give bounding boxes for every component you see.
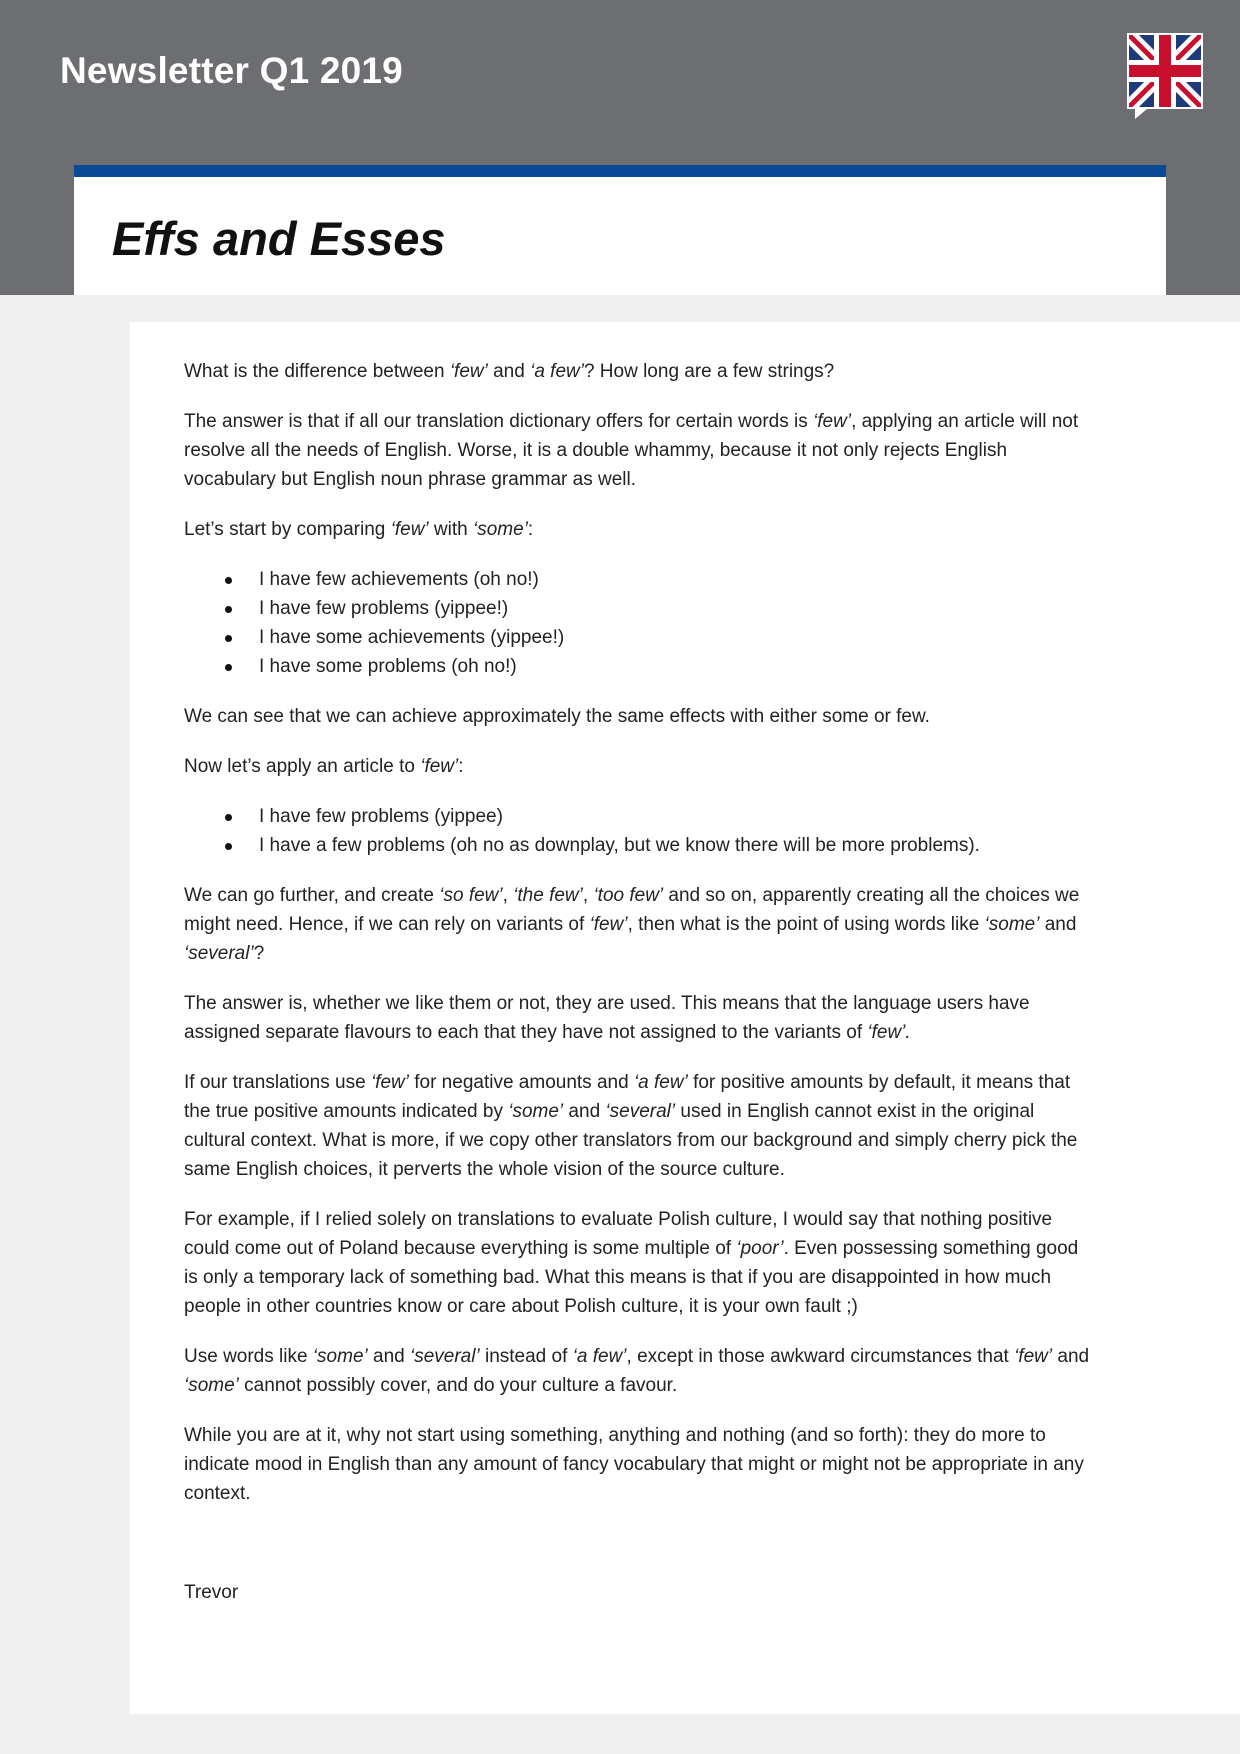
list-item: I have few achievements (oh no!) <box>259 565 1090 594</box>
article-title: Effs and Esses <box>112 212 446 265</box>
list-item: I have a few problems (oh no as downplay, but we know there will be more problems). <box>259 831 1090 860</box>
list-item: I have some problems (oh no!) <box>259 652 1090 681</box>
title-card <box>74 165 1166 295</box>
paragraph: While you are at it, why not start using something, anything and nothing (and so forth): they do more to indicate mood in English than any amount of fancy vocabulary that might or might not be appropriate in any context. <box>184 1425 1084 1504</box>
example-list <box>184 565 1090 681</box>
paragraph: We can go further, and create ‘so few’, ‘the few’, ‘too few’ and so on, apparently creating all the choices we might need. Hence, if we can rely on variants of ‘few’, then what is the point of using words like ‘some’ and ‘several’? <box>184 885 1080 964</box>
paragraph: We can see that we can achieve approximately the same effects with either some or few. <box>184 706 930 727</box>
article-body <box>130 322 1240 1714</box>
example-list <box>184 802 1090 860</box>
list-item: I have few problems (yippee) <box>259 802 1090 831</box>
paragraph: Now let’s apply an article to ‘few’: <box>184 756 464 777</box>
paragraph: The answer is that if all our translation dictionary offers for certain words is ‘few’, applying an article will not resolve all the needs of English. Worse, it is a double whammy, because it not only rejects English vocabulary but English noun phrase grammar as well. <box>184 411 1079 490</box>
paragraph: What is the difference between ‘few’ and ‘a few’? How long are a few strings? <box>184 361 835 382</box>
paragraph: Use words like ‘some’ and ‘several’ instead of ‘a few’, except in those awkward circumstances that ‘few’ and ‘some’ cannot possibly cover, and do your culture a favour. <box>184 1346 1090 1396</box>
paragraph: For example, if I relied solely on translations to evaluate Polish culture, I would say that nothing positive could come out of Poland because everything is some multiple of ‘poor’. Even possessing something good is only a temporary lack of something bad. What this means is that if you are disappointed in how much people in other countries know or care about Polish culture, it is your own fault ;) <box>184 1209 1079 1317</box>
paragraph: Let’s start by comparing ‘few’ with ‘some’: <box>184 519 534 540</box>
union-jack-speech-bubble-icon <box>1127 33 1203 119</box>
list-item: I have some achievements (yippee!) <box>259 623 1090 652</box>
signature: Trevor <box>184 1582 239 1603</box>
list-item: I have few problems (yippee!) <box>259 594 1090 623</box>
newsletter-title: Newsletter Q1 2019 <box>60 50 403 91</box>
header-band <box>0 0 1240 295</box>
paragraph: The answer is, whether we like them or not, they are used. This means that the language users have assigned separate flavours to each that they have not assigned to the variants of ‘few’. <box>184 993 1030 1043</box>
paragraph: If our translations use ‘few’ for negative amounts and ‘a few’ for positive amounts by default, it means that the true positive amounts indicated by ‘some’ and ‘several’ used in English cannot exist in the original cultural context. What is more, if we copy other translators from our background and simply cherry pick the same English choices, it perverts the whole vision of the source culture. <box>184 1072 1078 1180</box>
